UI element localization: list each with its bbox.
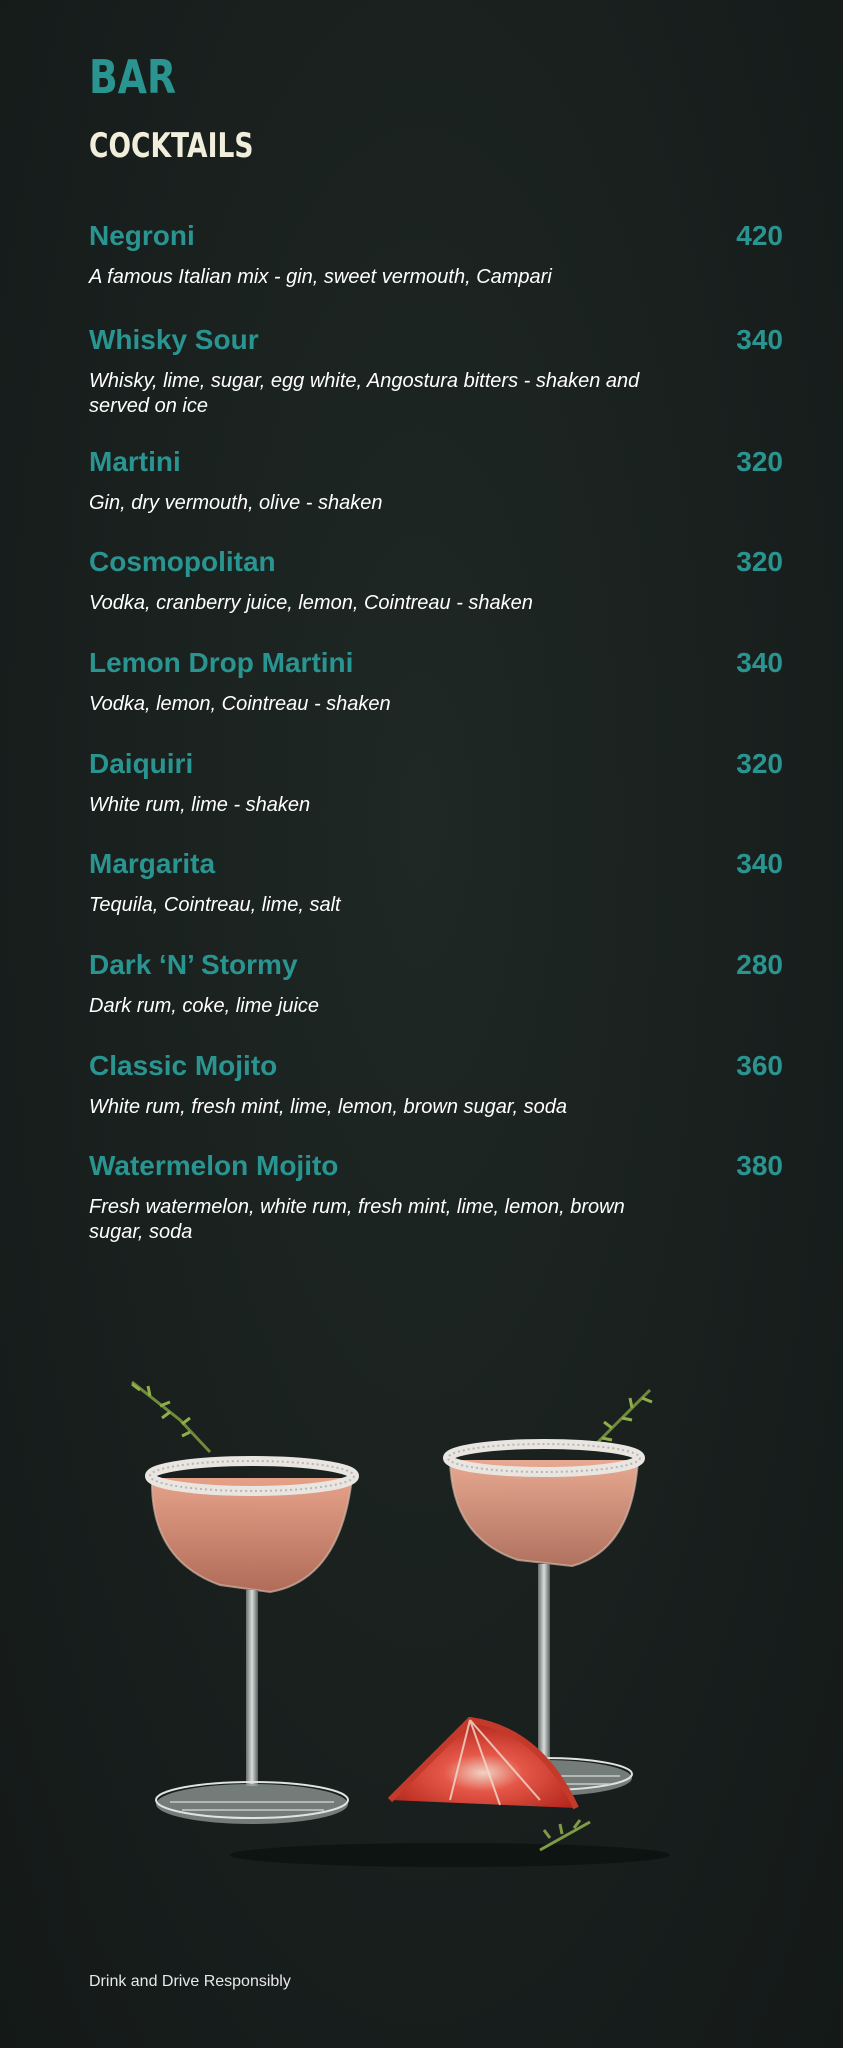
item-description: Gin, dry vermouth, olive - shaken bbox=[89, 492, 383, 514]
item-name: Negroni bbox=[89, 220, 195, 251]
item-price: 320 bbox=[736, 446, 783, 477]
item-description: White rum, fresh mint, lime, lemon, brown sugar, soda bbox=[89, 1096, 567, 1118]
item-price: 340 bbox=[736, 647, 783, 678]
item-description: Tequila, Cointreau, lime, salt bbox=[89, 894, 341, 916]
item-price: 280 bbox=[736, 949, 783, 980]
item-description: Dark rum, coke, lime juice bbox=[89, 995, 320, 1017]
item-name: Lemon Drop Martini bbox=[89, 647, 354, 678]
item-name: Watermelon Mojito bbox=[89, 1150, 339, 1181]
item-price: 340 bbox=[736, 324, 783, 355]
item-name: Whisky Sour bbox=[89, 324, 259, 355]
item-price: 420 bbox=[736, 220, 783, 251]
footer-note: Drink and Drive Responsibly bbox=[89, 1973, 291, 1990]
item-name: Dark ‘N’ Stormy bbox=[89, 949, 298, 980]
item-price: 320 bbox=[736, 748, 783, 779]
item-price: 380 bbox=[736, 1150, 783, 1181]
item-name: Cosmopolitan bbox=[89, 546, 276, 577]
item-description: Fresh watermelon, white rum, fresh mint, lime, lemon, brown sugar, soda bbox=[89, 1196, 625, 1243]
item-description: Whisky, lime, sugar, egg white, Angostura bitters - shaken and served on ice bbox=[89, 370, 640, 417]
item-price: 320 bbox=[736, 546, 783, 577]
cocktail-glasses-illustration bbox=[120, 1360, 740, 1880]
item-name: Martini bbox=[89, 446, 181, 477]
subsection-title: COCKTAILS bbox=[89, 126, 254, 166]
item-price: 340 bbox=[736, 848, 783, 879]
item-name: Margarita bbox=[89, 848, 216, 879]
item-name: Daiquiri bbox=[89, 748, 194, 779]
left-coupe-glass bbox=[132, 1382, 354, 1824]
item-description: Vodka, lemon, Cointreau - shaken bbox=[89, 693, 391, 715]
item-name: Classic Mojito bbox=[89, 1050, 278, 1081]
item-description: White rum, lime - shaken bbox=[89, 794, 311, 816]
item-description: Vodka, cranberry juice, lemon, Cointreau - shaken bbox=[89, 592, 533, 614]
item-description: A famous Italian mix - gin, sweet vermouth, Campari bbox=[89, 266, 552, 288]
section-title: BAR bbox=[89, 50, 176, 104]
item-price: 360 bbox=[736, 1050, 783, 1081]
